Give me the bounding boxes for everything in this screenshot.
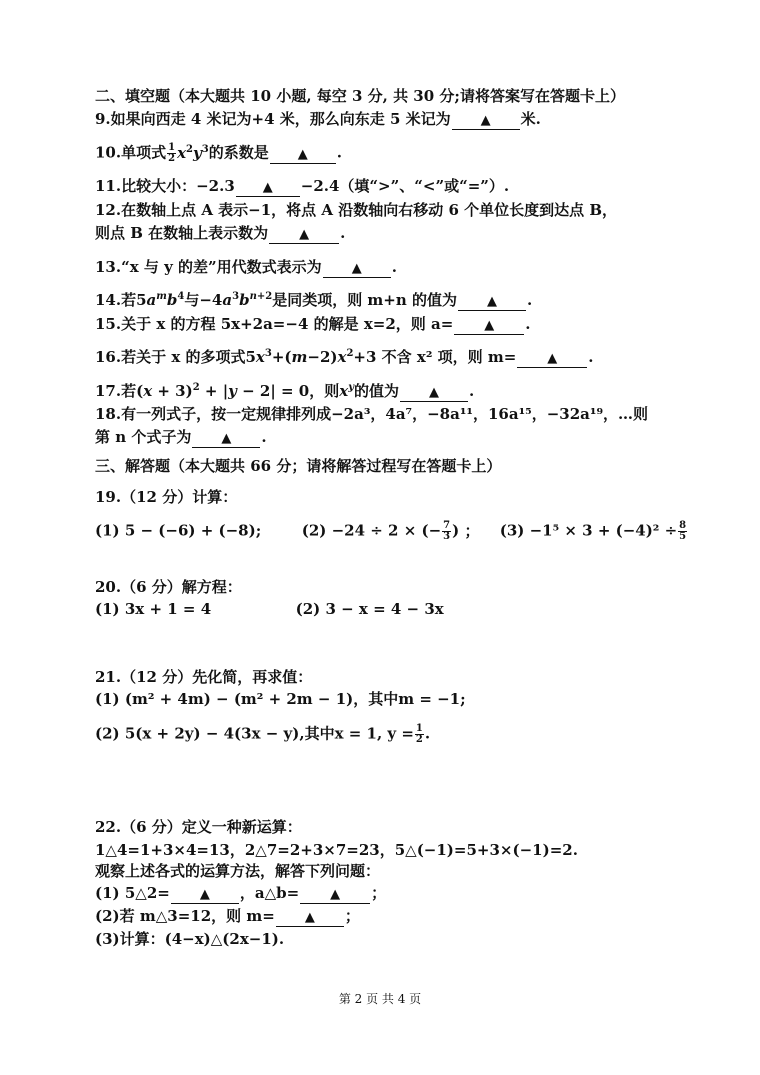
q14-mid: 与 <box>184 291 200 309</box>
q19-part2-prefix: (2) −24 ÷ 2 × (− <box>301 521 442 540</box>
q16-polynomial: $5x^3+(m-2)x^2+3$ <box>245 348 382 366</box>
q17-prefix: 17.若 <box>95 382 137 400</box>
q14-term1: $5a^mb^4$ <box>136 291 185 309</box>
question-13: 13.“x 与 y 的差”用代数式表示为 ▲ . <box>95 258 397 276</box>
answer-blank[interactable]: ▲ <box>236 178 300 197</box>
question-16: 16.若关于 x 的多项式$5x^3+(m-2)x^2+3$ 不含 x² 项，则 m= ▲ . <box>95 348 594 366</box>
q11-prefix: 11.比较大小：−2.3 <box>95 177 235 195</box>
q16-prefix: 16.若关于 x 的多项式 <box>95 348 246 366</box>
answer-blank[interactable]: ▲ <box>270 145 336 164</box>
question-11 <box>95 177 509 197</box>
section2-title: 二、填空题（本大题共 10 小题, 每空 3 分, 共 30 分;请将答案写在答题卡上） <box>95 87 625 105</box>
q16-suffix: 不含 x² 项，则 m= <box>381 348 517 366</box>
q22-title: 22.（6 分）定义一种新运算： <box>95 818 302 836</box>
q12-line1: 12.在数轴上点 A 表示−1，将点 A 沿数轴向右移动 6 个单位长度到达点 B， <box>95 201 618 219</box>
answer-blank[interactable]: ▲ <box>400 383 468 402</box>
q21-part2-prefix: (2) 5(x + 2y) − 4(3x − y),其中x = 1, y = <box>95 724 414 743</box>
question-21-part2: (2) 5(x + 2y) − 4(3x − y),其中x = 1, y = $\frac{1}{2}$ . <box>95 723 431 745</box>
q9-suffix: 米. <box>520 110 541 128</box>
q10-prefix: 10.单项式 <box>95 143 167 162</box>
question-12: 则点 B 在数轴上表示数为 ▲ . <box>95 224 346 242</box>
q19-part3-prefix: (3) −1⁵ × 3 + (−4)² ÷ <box>499 521 678 540</box>
answer-blank[interactable]: ▲ <box>192 429 260 448</box>
fraction-eight-fifths: $\frac{8}{5}$ <box>679 520 687 542</box>
q15-text: 15.关于 x 的方程 5x+2a=−4 的解是 x=2，则 a= <box>95 315 454 333</box>
q14-term2: $-4a^3b^{n+2}$ <box>199 291 273 309</box>
page-footer: 第 2 页 共 4 页 <box>338 992 422 1006</box>
q12-line2: 则点 B 在数轴上表示数为 <box>95 224 269 242</box>
q10-monomial: $x^2y^3$ <box>177 143 209 162</box>
section3-title: 三、解答题（本大题共 66 分；请将解答过程写在答题卡上） <box>95 457 502 475</box>
question-22-part2: (2)若 m△3=12，则 m= ▲ ； <box>95 907 360 925</box>
q22-part3: (3)计算：(4−x)△(2x−1). <box>95 930 285 948</box>
q19-part2-suffix: ) <box>452 521 460 540</box>
q20-part1: (1) 3x + 1 = 4 <box>95 600 212 618</box>
answer-blank[interactable]: ▲ <box>276 908 344 927</box>
q10-suffix: 的系数是 <box>208 143 269 162</box>
q22-part1b: ，a△b= <box>239 884 300 902</box>
q21-part1: (1) (m² + 4m) − (m² + 2m − 1)，其中m = −1; <box>95 690 466 708</box>
q17-power: $x^y$ <box>339 382 355 400</box>
q22-examples: 1△4=1+3×4=13，2△7=2+3×7=23，5△(−1)=5+3×(−1)=2. <box>95 841 578 859</box>
question-10: 10.单项式 $\frac{1}{2}$ $x^2y^3$的系数是 ▲ . <box>95 142 342 164</box>
fraction-seven-thirds: $\frac{7}{3}$ <box>443 520 451 542</box>
q11-suffix: −2.4（填“>”、“<”或“=”）. <box>300 177 510 195</box>
q17-equation: $(x + 3)^2 + |y - 2| = 0$ <box>136 382 310 400</box>
q22-part1a: (1) 5△2= <box>95 884 170 902</box>
q9-text: 9.如果向西走 4 米记为+4 米，那么向东走 5 米记为 <box>95 110 451 128</box>
q22-part2: (2)若 m△3=12，则 m= <box>95 907 275 925</box>
q17-suffix2: 的值为 <box>354 382 400 400</box>
q14-prefix: 14.若 <box>95 291 137 309</box>
q22-instruction: 观察上述各式的运算方法，解答下列问题： <box>95 862 381 880</box>
question-22-part1: (1) 5△2= ▲ ，a△b= ▲ ； <box>95 884 387 902</box>
q20-part2: (2) 3 − x = 4 − 3x <box>295 600 444 618</box>
q19-part1: (1) 5 − (−6) + (−8); <box>95 521 262 540</box>
q18-line1: 18.有一列式子，按一定规律排列成−2a³，4a⁷，−8a¹¹，16a¹⁵，−32a¹⁹，…则 <box>95 405 649 423</box>
question-18: 第 n 个式子为 ▲ . <box>95 428 267 446</box>
question-15: 15.关于 x 的方程 5x+2a=−4 的解是 x=2，则 a= ▲ . <box>95 315 531 333</box>
question-19-parts: (1) 5 − (−6) + (−8); (2) −24 ÷ 2 × (− $\frac{7}{3}$ ) ； (3) −1⁵ × 3 + (−4)² ÷ $\frac{8}{5}$ <box>95 520 687 542</box>
q20-title: 20.（6 分）解方程： <box>95 578 242 596</box>
answer-blank[interactable]: ▲ <box>452 111 520 130</box>
answer-blank[interactable]: ▲ <box>300 885 370 904</box>
answer-blank[interactable]: ▲ <box>323 259 391 278</box>
question-9 <box>95 110 541 130</box>
q21-title: 21.（12 分）先化简，再求值： <box>95 668 313 686</box>
fraction-one-half: $\frac{1}{2}$ <box>168 142 176 164</box>
q14-suffix: 是同类项，则 m+n 的值为 <box>272 291 457 309</box>
q13-text: 13.“x 与 y 的差”用代数式表示为 <box>95 258 322 276</box>
q19-title: 19.（12 分）计算： <box>95 488 238 506</box>
q18-line2: 第 n 个式子为 <box>95 428 192 446</box>
answer-blank[interactable]: ▲ <box>458 292 526 311</box>
q17-suffix: ，则 <box>309 382 340 400</box>
question-14: 14.若$5a^mb^4$与$-4a^3b^{n+2}$是同类项，则 m+n 的值为 ▲ . <box>95 291 533 309</box>
answer-blank[interactable]: ▲ <box>517 349 587 368</box>
question-17: 17.若$(x + 3)^2 + |y - 2| = 0$，则$x^y$的值为 ▲ . <box>95 382 475 400</box>
answer-blank[interactable]: ▲ <box>171 885 239 904</box>
question-20-parts <box>95 600 444 618</box>
fraction-one-half: $\frac{1}{2}$ <box>415 723 423 745</box>
answer-blank[interactable]: ▲ <box>454 316 524 335</box>
answer-blank[interactable]: ▲ <box>269 225 339 244</box>
